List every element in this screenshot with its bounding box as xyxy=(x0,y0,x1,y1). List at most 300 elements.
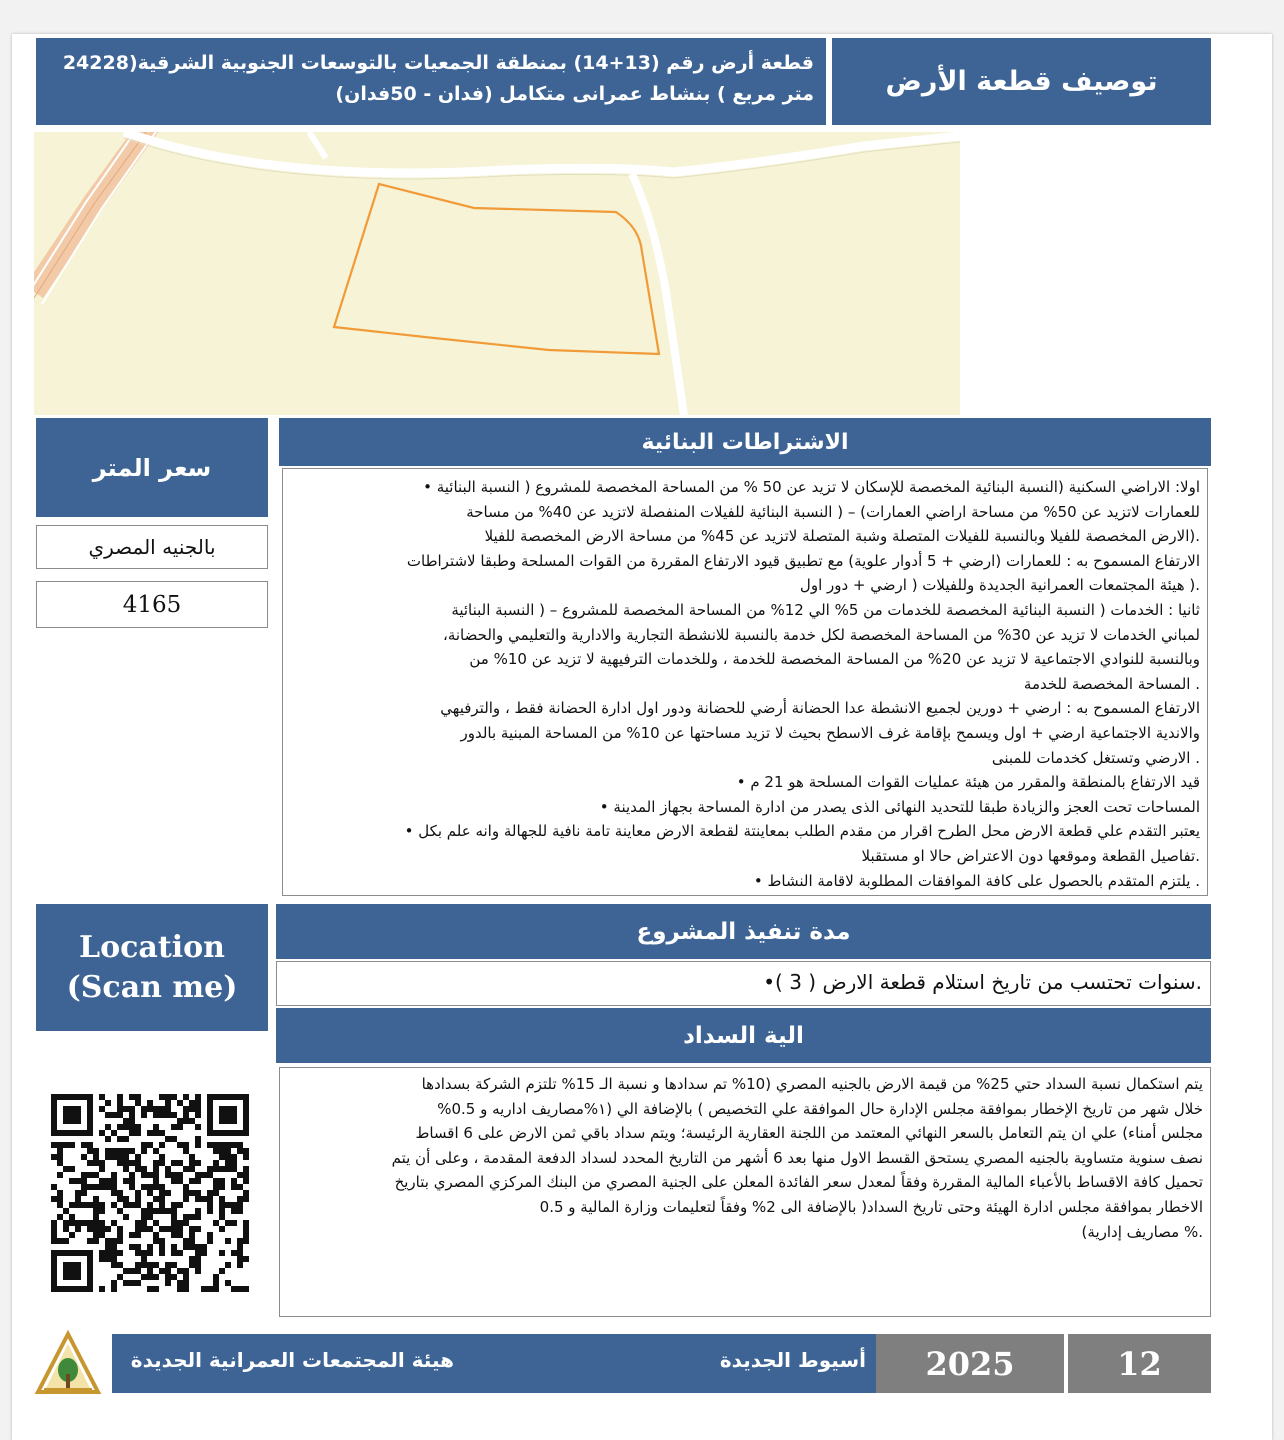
qr-module xyxy=(231,1094,237,1100)
qr-module xyxy=(105,1100,111,1106)
building-conditions-title: الاشتراطات البنائية xyxy=(641,429,849,455)
execution-body xyxy=(276,961,1211,1006)
qr-module xyxy=(57,1142,63,1148)
qr-module xyxy=(237,1262,243,1268)
qr-module xyxy=(195,1124,201,1130)
qr-module xyxy=(69,1130,75,1136)
qr-module xyxy=(225,1280,231,1286)
plot-description: قطعة أرض رقم (13+14) بمنطقة الجمعيات بالتوسعات الجنوبية الشرقية(24228 متر مربع ) بنشاط عمرانى متكامل (فدان - 50فدان) xyxy=(62,52,814,105)
qr-module xyxy=(243,1124,249,1130)
qr-module xyxy=(231,1178,237,1184)
condition-line: لمباني الخدمات لا تزيد عن 30% من المساحة المخصصة لكل خدمة بالنسبة للانشطة التجارية والادارية والتعليمي والحضانة، xyxy=(443,625,1200,644)
qr-module xyxy=(117,1208,123,1214)
qr-module xyxy=(213,1094,219,1100)
qr-module xyxy=(195,1268,201,1274)
footer-city-box xyxy=(464,1334,876,1393)
qr-module xyxy=(93,1154,99,1160)
qr-module xyxy=(165,1094,171,1100)
qr-module xyxy=(243,1118,249,1124)
qr-module xyxy=(69,1112,75,1118)
qr-module xyxy=(153,1148,159,1154)
qr-module xyxy=(141,1166,147,1172)
document-page xyxy=(12,34,1272,1440)
qr-module xyxy=(123,1280,129,1286)
qr-module xyxy=(243,1100,249,1106)
qr-module xyxy=(207,1106,213,1112)
qr-module xyxy=(87,1118,93,1124)
qr-module xyxy=(237,1256,243,1262)
qr-module xyxy=(99,1130,105,1136)
qr-module xyxy=(93,1202,99,1208)
qr-module xyxy=(123,1214,129,1220)
qr-module xyxy=(195,1160,201,1166)
qr-module xyxy=(213,1178,219,1184)
qr-module xyxy=(231,1166,237,1172)
qr-module xyxy=(225,1262,231,1268)
qr-module xyxy=(213,1130,219,1136)
qr-module xyxy=(207,1172,213,1178)
qr-module xyxy=(243,1238,249,1244)
qr-module xyxy=(153,1184,159,1190)
qr-module xyxy=(123,1124,129,1130)
qr-module xyxy=(219,1202,225,1208)
qr-module xyxy=(69,1094,75,1100)
qr-module xyxy=(225,1130,231,1136)
price-currency: بالجنيه المصري xyxy=(88,535,216,559)
qr-module xyxy=(99,1256,105,1262)
qr-module xyxy=(213,1274,219,1280)
qr-module xyxy=(87,1274,93,1280)
qr-module xyxy=(225,1094,231,1100)
qr-module xyxy=(165,1262,171,1268)
qr-module xyxy=(99,1178,105,1184)
qr-module xyxy=(99,1106,105,1112)
qr-module xyxy=(189,1166,195,1172)
qr-module xyxy=(99,1220,105,1226)
qr-module xyxy=(177,1268,183,1274)
qr-module xyxy=(87,1130,93,1136)
qr-module xyxy=(123,1178,129,1184)
qr-module xyxy=(63,1130,69,1136)
qr-module xyxy=(81,1154,87,1160)
qr-module xyxy=(147,1172,153,1178)
qr-module xyxy=(117,1160,123,1166)
footer-page-box xyxy=(1066,1334,1211,1393)
qr-module xyxy=(141,1172,147,1178)
qr-module xyxy=(141,1262,147,1268)
qr-module xyxy=(243,1154,249,1160)
qr-module xyxy=(177,1202,183,1208)
execution-title: مدة تنفيذ المشروع xyxy=(636,918,851,945)
qr-module xyxy=(117,1136,123,1142)
qr-module xyxy=(111,1262,117,1268)
qr-module xyxy=(57,1250,63,1256)
qr-module xyxy=(213,1220,219,1226)
qr-module xyxy=(213,1184,219,1190)
qr-module xyxy=(69,1106,75,1112)
qr-module xyxy=(165,1274,171,1280)
qr-module xyxy=(111,1184,117,1190)
qr-module xyxy=(195,1106,201,1112)
footer-authority-box xyxy=(112,1334,464,1393)
qr-module xyxy=(117,1112,123,1118)
condition-line: .( هيئة المجتمعات العمرانية الجديدة وللفيلات ( ارضي + دور اول xyxy=(799,576,1200,595)
qr-module xyxy=(141,1226,147,1232)
qr-module xyxy=(87,1220,93,1226)
qr-module xyxy=(183,1112,189,1118)
qr-module xyxy=(105,1184,111,1190)
qr-module xyxy=(153,1220,159,1226)
qr-module xyxy=(219,1118,225,1124)
condition-line: . يلتزم المتقدم بالحصول على كافة الموافقات المطلوبة لاقامة النشاط • xyxy=(753,871,1200,890)
qr-module xyxy=(195,1136,201,1142)
qr-module xyxy=(147,1286,153,1292)
qr-module xyxy=(237,1172,243,1178)
qr-module xyxy=(231,1106,237,1112)
qr-module xyxy=(177,1172,183,1178)
qr-module xyxy=(225,1220,231,1226)
qr-module xyxy=(207,1124,213,1130)
qr-module xyxy=(231,1118,237,1124)
qr-module xyxy=(105,1250,111,1256)
qr-module xyxy=(57,1160,63,1166)
qr-module xyxy=(159,1130,165,1136)
qr-module xyxy=(51,1274,57,1280)
qr-module xyxy=(105,1136,111,1142)
qr-module xyxy=(183,1142,189,1148)
payment-title: الية السداد xyxy=(683,1022,804,1049)
qr-module xyxy=(189,1178,195,1184)
qr-module xyxy=(207,1196,213,1202)
qr-module xyxy=(99,1094,105,1100)
qr-module xyxy=(51,1100,57,1106)
qr-module xyxy=(111,1172,117,1178)
condition-line: للعمارات لاتزيد عن 50% من مساحة اراضي العمارات) – ( النسبة البنائية للفيلات المنفصلة لاتزيد عن 40% من مساحة xyxy=(466,502,1200,521)
qr-module xyxy=(195,1214,201,1220)
qr-module xyxy=(219,1178,225,1184)
qr-module xyxy=(171,1202,177,1208)
qr-module xyxy=(231,1208,237,1214)
qr-module xyxy=(69,1202,75,1208)
qr-module xyxy=(153,1112,159,1118)
qr-module xyxy=(231,1286,237,1292)
qr-module xyxy=(177,1124,183,1130)
qr-module xyxy=(87,1238,93,1244)
qr-module xyxy=(81,1130,87,1136)
qr-module xyxy=(69,1214,75,1220)
qr-module xyxy=(69,1142,75,1148)
qr-module xyxy=(117,1232,123,1238)
qr-module xyxy=(219,1166,225,1172)
qr-module xyxy=(75,1196,81,1202)
qr-module xyxy=(93,1208,99,1214)
qr-module xyxy=(93,1214,99,1220)
qr-module xyxy=(93,1148,99,1154)
qr-module xyxy=(111,1256,117,1262)
qr-module xyxy=(123,1202,129,1208)
qr-module xyxy=(63,1268,69,1274)
qr-module xyxy=(231,1202,237,1208)
qr-module xyxy=(225,1238,231,1244)
qr-module xyxy=(99,1208,105,1214)
qr-module xyxy=(171,1160,177,1166)
qr-module xyxy=(135,1250,141,1256)
condition-line: المساحات تحت العجز والزيادة طبقا للتحديد النهائى الذى يصدر من ادارة المساحة بجهاز المدينة • xyxy=(599,797,1200,816)
qr-module xyxy=(75,1106,81,1112)
location-qr-code[interactable] xyxy=(50,1094,250,1292)
qr-module xyxy=(81,1250,87,1256)
qr-module xyxy=(81,1178,87,1184)
payment-line: تحميل كافة الاقساط بالأعباء المالية المقررة وفقاً لمعدل سعر الفائدة المعلن على الجنية المصري من البنك المركزي المصري بتاريخ xyxy=(394,1173,1203,1192)
qr-module xyxy=(117,1250,123,1256)
qr-module xyxy=(111,1178,117,1184)
qr-module xyxy=(141,1214,147,1220)
qr-module xyxy=(189,1214,195,1220)
price-title-box xyxy=(36,418,268,517)
qr-module xyxy=(165,1208,171,1214)
qr-module xyxy=(63,1166,69,1172)
qr-module xyxy=(69,1274,75,1280)
qr-module xyxy=(123,1268,129,1274)
qr-module xyxy=(207,1238,213,1244)
qr-module xyxy=(111,1190,117,1196)
qr-module xyxy=(75,1118,81,1124)
qr-module xyxy=(171,1178,177,1184)
qr-module xyxy=(219,1094,225,1100)
qr-module xyxy=(99,1232,105,1238)
qr-module xyxy=(201,1196,207,1202)
qr-module xyxy=(159,1244,165,1250)
qr-module xyxy=(93,1226,99,1232)
qr-module xyxy=(135,1100,141,1106)
qr-module xyxy=(237,1094,243,1100)
qr-module xyxy=(243,1112,249,1118)
qr-module xyxy=(243,1148,249,1154)
qr-module xyxy=(213,1190,219,1196)
qr-module xyxy=(63,1112,69,1118)
qr-module xyxy=(87,1094,93,1100)
qr-module xyxy=(81,1094,87,1100)
qr-module xyxy=(123,1160,129,1166)
qr-module xyxy=(63,1142,69,1148)
qr-module xyxy=(243,1094,249,1100)
qr-module xyxy=(231,1154,237,1160)
building-conditions-header xyxy=(279,418,1211,466)
qr-module xyxy=(147,1184,153,1190)
condition-line: يعتبر التقدم علي قطعة الارض محل الطرح اقرار من مقدم الطلب بمعاينتة لقطعة الارض معاينة تامة نافية للجهالة وانه علم بكل • xyxy=(404,822,1200,841)
qr-module xyxy=(219,1106,225,1112)
qr-module xyxy=(225,1154,231,1160)
qr-module xyxy=(225,1148,231,1154)
qr-module xyxy=(171,1226,177,1232)
qr-module xyxy=(219,1208,225,1214)
qr-module xyxy=(159,1106,165,1112)
qr-module xyxy=(129,1118,135,1124)
qr-module xyxy=(75,1250,81,1256)
price-value-box xyxy=(36,581,268,628)
qr-module xyxy=(117,1226,123,1232)
qr-module xyxy=(171,1214,177,1220)
qr-module xyxy=(129,1172,135,1178)
qr-module xyxy=(123,1148,129,1154)
qr-module xyxy=(51,1250,57,1256)
payment-header xyxy=(276,1008,1211,1063)
qr-module xyxy=(177,1220,183,1226)
qr-module xyxy=(87,1226,93,1232)
qr-module xyxy=(207,1208,213,1214)
qr-module xyxy=(189,1238,195,1244)
qr-module xyxy=(207,1286,213,1292)
section-title: توصيف قطعة الأرض xyxy=(885,66,1158,97)
qr-module xyxy=(105,1178,111,1184)
qr-module xyxy=(129,1268,135,1274)
qr-module xyxy=(75,1220,81,1226)
payment-line: نصف سنوية متساوية بالجنيه المصري يستحق القسط الاول منها بعد 6 أشهر من التاريخ المحدد لسداد الدفعة المقدمة ، وعلى أن يتم xyxy=(391,1148,1203,1167)
qr-module xyxy=(141,1208,147,1214)
qr-module xyxy=(147,1142,153,1148)
qr-module xyxy=(207,1166,213,1172)
qr-module xyxy=(51,1106,57,1112)
qr-module xyxy=(165,1226,171,1232)
qr-module xyxy=(81,1184,87,1190)
qr-module xyxy=(219,1154,225,1160)
qr-module xyxy=(129,1244,135,1250)
qr-module xyxy=(51,1094,57,1100)
qr-module xyxy=(87,1160,93,1166)
qr-module xyxy=(165,1172,171,1178)
qr-module xyxy=(57,1238,63,1244)
price-currency-box xyxy=(36,525,268,569)
qr-module xyxy=(243,1226,249,1232)
qr-module xyxy=(117,1238,123,1244)
footer-year: 2025 xyxy=(925,1344,1015,1383)
qr-module xyxy=(153,1160,159,1166)
qr-module xyxy=(57,1094,63,1100)
qr-module xyxy=(51,1142,57,1148)
qr-module xyxy=(63,1208,69,1214)
qr-module xyxy=(165,1136,171,1142)
qr-module xyxy=(129,1202,135,1208)
qr-module xyxy=(111,1280,117,1286)
qr-module xyxy=(105,1226,111,1232)
qr-module xyxy=(141,1256,147,1262)
qr-module xyxy=(147,1202,153,1208)
qr-module xyxy=(81,1220,87,1226)
qr-module xyxy=(153,1106,159,1112)
qr-module xyxy=(153,1262,159,1268)
qr-module xyxy=(135,1226,141,1232)
payment-line: خلال شهر من تاريخ الإخطار بموافقة مجلس الإدارة حال الموافقة علي التخصيص ) بالإضافة الي (١%مصاريف اداريه و 0.5% xyxy=(437,1099,1203,1118)
qr-module xyxy=(93,1160,99,1166)
qr-module xyxy=(57,1154,63,1160)
qr-module xyxy=(195,1256,201,1262)
qr-module xyxy=(51,1118,57,1124)
qr-module xyxy=(129,1184,135,1190)
execution-header xyxy=(276,904,1211,959)
qr-module xyxy=(93,1172,99,1178)
qr-module xyxy=(75,1268,81,1274)
qr-module xyxy=(129,1124,135,1130)
qr-module xyxy=(51,1196,57,1202)
qr-module xyxy=(87,1106,93,1112)
qr-module xyxy=(171,1136,177,1142)
qr-module xyxy=(243,1220,249,1226)
qr-module xyxy=(183,1148,189,1154)
qr-module xyxy=(153,1238,159,1244)
qr-module xyxy=(51,1220,57,1226)
qr-module xyxy=(219,1196,225,1202)
qr-module xyxy=(177,1118,183,1124)
qr-module xyxy=(195,1262,201,1268)
qr-module xyxy=(219,1130,225,1136)
qr-module xyxy=(189,1262,195,1268)
qr-module xyxy=(177,1142,183,1148)
qr-module xyxy=(111,1220,117,1226)
qr-module xyxy=(69,1268,75,1274)
qr-module xyxy=(51,1238,57,1244)
qr-module xyxy=(171,1094,177,1100)
qr-module xyxy=(165,1190,171,1196)
qr-module xyxy=(183,1268,189,1274)
footer-year-box xyxy=(876,1334,1064,1393)
qr-module xyxy=(129,1178,135,1184)
qr-module xyxy=(243,1196,249,1202)
qr-module xyxy=(243,1106,249,1112)
qr-module xyxy=(63,1238,69,1244)
qr-module xyxy=(117,1106,123,1112)
qr-module xyxy=(57,1196,63,1202)
qr-module xyxy=(225,1166,231,1172)
qr-module xyxy=(51,1268,57,1274)
qr-module xyxy=(177,1232,183,1238)
qr-module xyxy=(195,1244,201,1250)
qr-module xyxy=(135,1268,141,1274)
qr-module xyxy=(207,1130,213,1136)
qr-module xyxy=(177,1160,183,1166)
qr-module xyxy=(153,1232,159,1238)
qr-module xyxy=(105,1148,111,1154)
qr-module xyxy=(135,1220,141,1226)
qr-module xyxy=(135,1244,141,1250)
building-conditions-body xyxy=(282,468,1208,896)
footer-logo xyxy=(32,1330,104,1406)
qr-module xyxy=(147,1250,153,1256)
qr-module xyxy=(135,1202,141,1208)
qr-module xyxy=(165,1268,171,1274)
qr-module xyxy=(189,1118,195,1124)
qr-module xyxy=(189,1256,195,1262)
qr-module xyxy=(51,1154,57,1160)
qr-module xyxy=(225,1160,231,1166)
qr-module xyxy=(225,1118,231,1124)
qr-module xyxy=(231,1160,237,1166)
condition-line: قيد الارتفاع بالمنطقة والمقرر من هيئة عمليات القوات المسلحة هو 21 م • xyxy=(736,773,1200,792)
qr-module xyxy=(75,1094,81,1100)
qr-module xyxy=(183,1190,189,1196)
qr-module xyxy=(237,1250,243,1256)
qr-module xyxy=(141,1106,147,1112)
qr-module xyxy=(123,1136,129,1142)
qr-module xyxy=(123,1118,129,1124)
qr-module xyxy=(135,1166,141,1172)
qr-module xyxy=(123,1196,129,1202)
qr-module xyxy=(159,1208,165,1214)
qr-module xyxy=(165,1280,171,1286)
qr-module xyxy=(183,1196,189,1202)
qr-module xyxy=(99,1226,105,1232)
qr-module xyxy=(231,1130,237,1136)
plot-description-box xyxy=(36,38,826,125)
